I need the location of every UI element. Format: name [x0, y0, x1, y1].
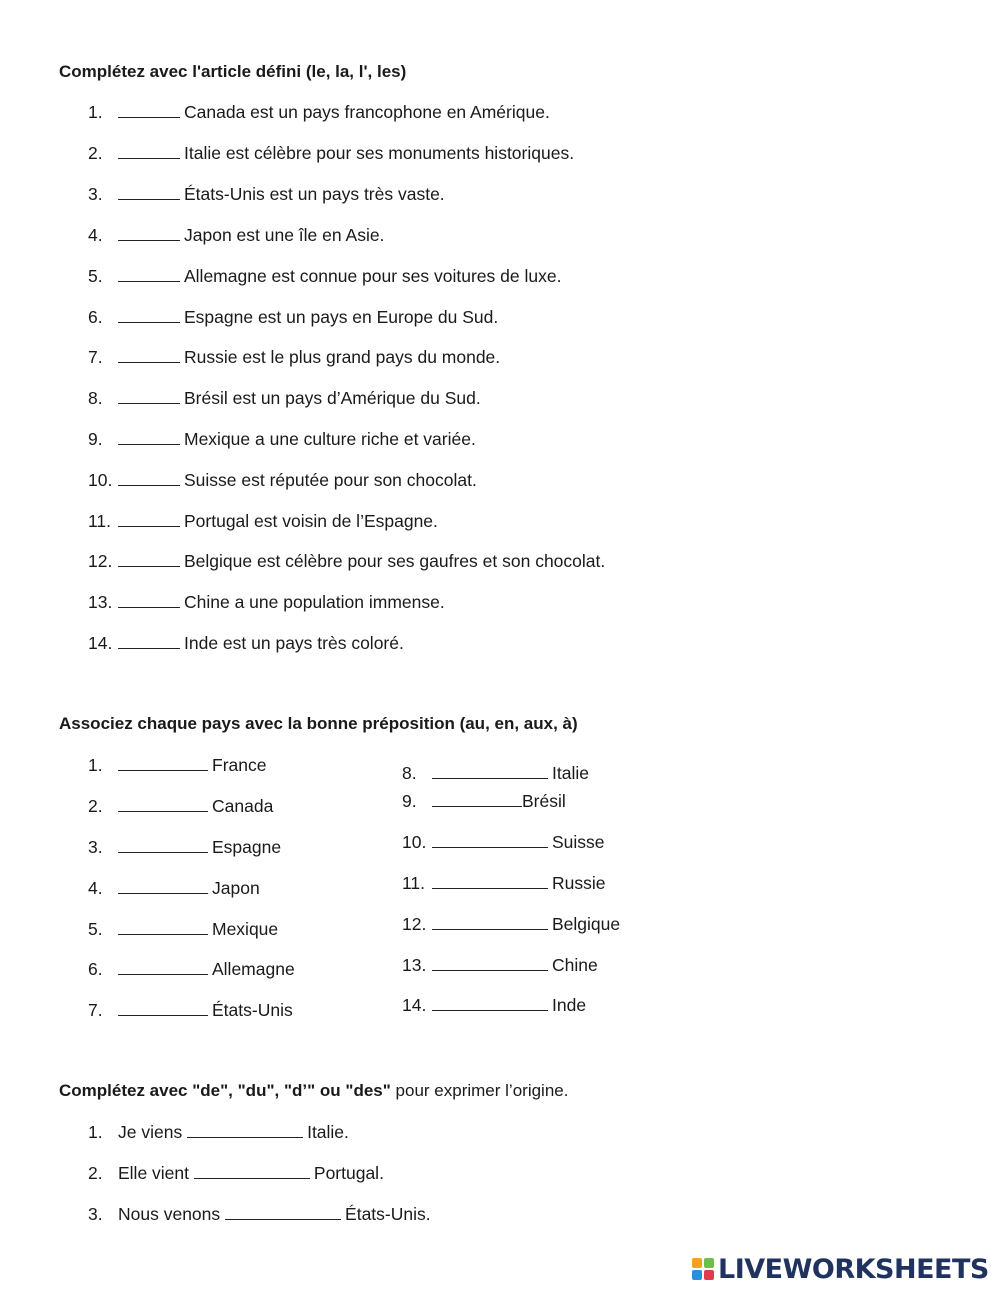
answer-blank[interactable]	[118, 510, 180, 527]
answer-blank[interactable]	[118, 428, 180, 445]
answer-blank[interactable]	[118, 469, 180, 486]
list-item: 9. Brésil	[402, 791, 566, 811]
list-item: 3. États-Unis est un pays très vaste.	[88, 184, 445, 204]
answer-blank[interactable]	[432, 790, 522, 807]
list-item: 7. États-Unis	[88, 1000, 293, 1020]
list-item: 2. Italie est célèbre pour ses monuments historiques.	[88, 143, 575, 163]
logo-mark-icon	[692, 1258, 714, 1280]
answer-blank[interactable]	[118, 999, 208, 1016]
list-item: 12. Belgique	[402, 914, 621, 934]
list-item: 2. Elle vient Portugal.	[88, 1163, 384, 1183]
list-item: 7. Russie est le plus grand pays du monde.	[88, 347, 501, 367]
answer-blank[interactable]	[118, 632, 180, 649]
list-item: 14. Inde est un pays très coloré.	[88, 633, 404, 653]
list-item: 4. Japon	[88, 878, 260, 898]
answer-blank[interactable]	[118, 387, 180, 404]
answer-blank[interactable]	[118, 265, 180, 282]
answer-blank[interactable]	[432, 762, 548, 779]
list-item: 10. Suisse est réputée pour son chocolat.	[88, 470, 477, 490]
section3-heading: Complétez avec "de", "du", "d’" ou "des" pour exprimer l’origine.	[59, 1081, 569, 1100]
list-item: 9. Mexique a une culture riche et variée.	[88, 429, 476, 449]
answer-blank[interactable]	[194, 1162, 310, 1179]
answer-blank[interactable]	[118, 754, 208, 771]
answer-blank[interactable]	[118, 142, 180, 159]
list-item: 1. Je viens Italie.	[88, 1122, 349, 1142]
answer-blank[interactable]	[118, 877, 208, 894]
list-item: 1. Canada est un pays francophone en Amérique.	[88, 102, 550, 122]
answer-blank[interactable]	[118, 224, 180, 241]
logo-text: LIVEWORKSHEETS	[718, 1253, 989, 1285]
answer-blank[interactable]	[432, 994, 548, 1011]
list-item: 12. Belgique est célèbre pour ses gaufres et son chocolat.	[88, 551, 606, 571]
answer-blank[interactable]	[118, 101, 180, 118]
answer-blank[interactable]	[118, 918, 208, 935]
list-item: 11. Russie	[402, 873, 606, 893]
answer-blank[interactable]	[432, 954, 548, 971]
section1-heading: Complétez avec l'article défini (le, la, l', les)	[59, 62, 407, 81]
list-item: 13. Chine	[402, 955, 598, 975]
answer-blank[interactable]	[118, 958, 208, 975]
list-item: 10. Suisse	[402, 832, 605, 852]
answer-blank[interactable]	[187, 1121, 303, 1138]
list-item: 14. Inde	[402, 995, 587, 1015]
list-item: 3. Nous venons États-Unis.	[88, 1204, 431, 1224]
list-item: 3. Espagne	[88, 837, 282, 857]
answer-blank[interactable]	[432, 913, 548, 930]
list-item: 13. Chine a une population immense.	[88, 592, 445, 612]
list-item: 11. Portugal est voisin de l’Espagne.	[88, 511, 438, 531]
answer-blank[interactable]	[118, 836, 208, 853]
liveworksheets-logo	[692, 1255, 989, 1283]
answer-blank[interactable]	[225, 1203, 341, 1220]
section2-heading: Associez chaque pays avec la bonne préposition (au, en, aux, à)	[59, 714, 578, 733]
list-item: 1. France	[88, 755, 267, 775]
list-item: 6. Allemagne	[88, 959, 295, 979]
list-item: 5. Mexique	[88, 919, 279, 939]
list-item: 2. Canada	[88, 796, 274, 816]
answer-blank[interactable]	[118, 795, 208, 812]
answer-blank[interactable]	[432, 831, 548, 848]
answer-blank[interactable]	[118, 306, 180, 323]
answer-blank[interactable]	[432, 872, 548, 889]
answer-blank[interactable]	[118, 550, 180, 567]
answer-blank[interactable]	[118, 591, 180, 608]
list-item: 6. Espagne est un pays en Europe du Sud.	[88, 307, 499, 327]
list-item: 4. Japon est une île en Asie.	[88, 225, 385, 245]
list-item: 8. Italie	[402, 763, 589, 783]
answer-blank[interactable]	[118, 183, 180, 200]
list-item: 8. Brésil est un pays d’Amérique du Sud.	[88, 388, 481, 408]
answer-blank[interactable]	[118, 346, 180, 363]
list-item: 5. Allemagne est connue pour ses voitures de luxe.	[88, 266, 562, 286]
